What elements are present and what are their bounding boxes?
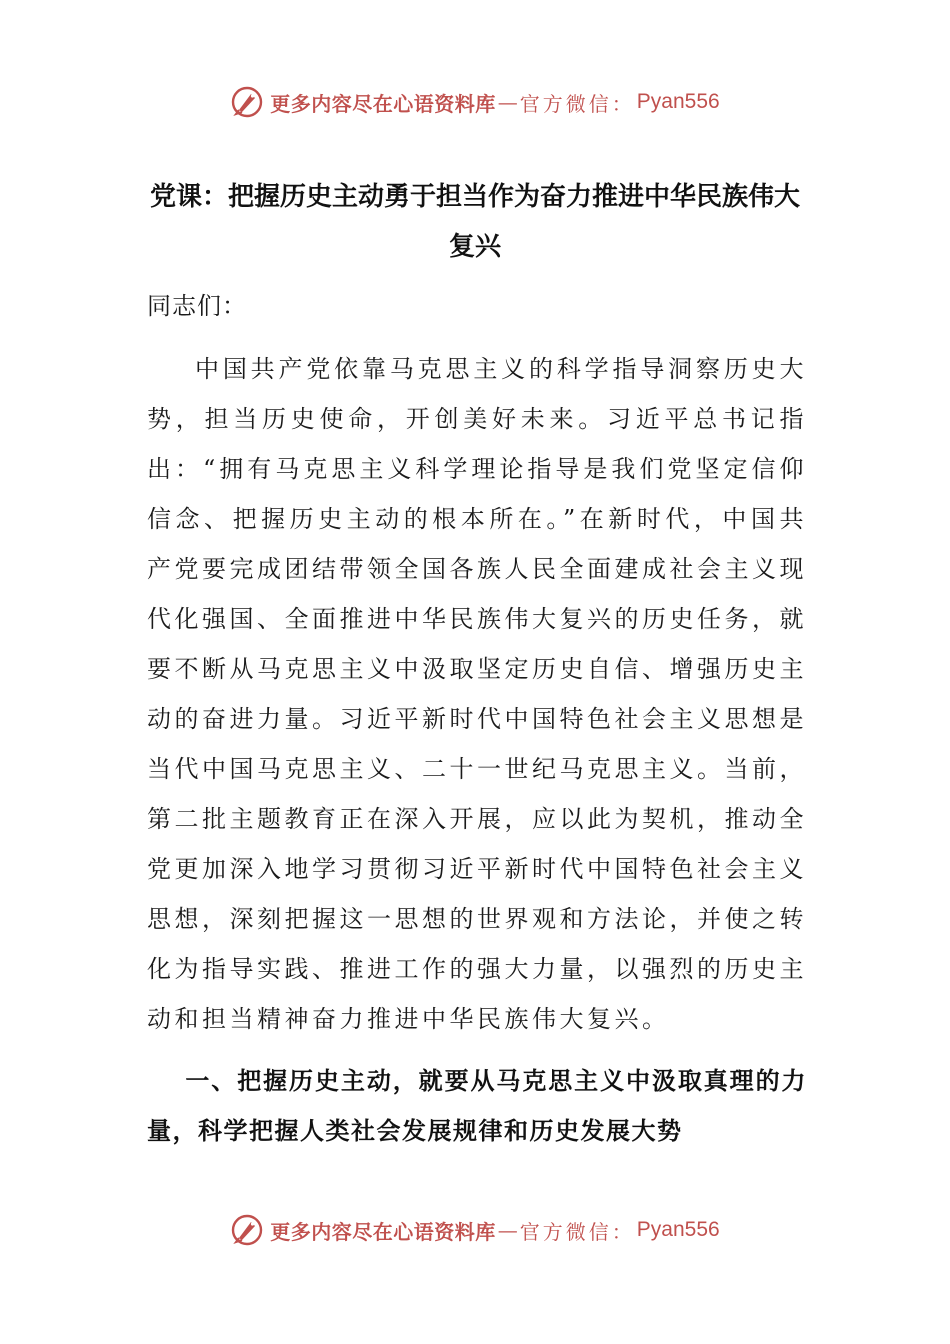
section-heading-1: 一、把握历史主动，就要从马克思主义中汲取真理的力量，科学把握人类社会发展规律和历史发展大势 xyxy=(147,1067,807,1145)
pen-nib-icon xyxy=(230,85,264,119)
body-paragraph: 中国共产党依靠马克思主义的科学指导洞察历史大势，担当历史使命，开创美好未来。习近平总书记指出：“拥有马克思主义科学理论指导是我们党坚定信仰信念、把握历史主动的根本所在。”在新时代，中国共产党要完成团结带领全国各族人民全面建成社会主义现代化强国、全面推进中华民族伟大复兴的历史任务，就要不断从马克思主义中汲取坚定历史自信、增强历史主动的奋进力量。习近平新时代中国特色社会主义思想是当代中国马克思主义、二十一世纪马克思主义。当前，第二批主题教育正在深入开展，应以此为契机，推动全党更加深入地学习贯彻习近平新时代中国特色社会主义思想，深刻把握这一思想的世界观和方法论，并使之转化为指导实践、推进工作的强大力量，以强烈的历史主动和担当精神奋力推进中华民族伟大复兴。 xyxy=(147,355,807,1033)
document-title: 党课：把握历史主动勇于担当作为奋力推进中华民族伟大复兴 xyxy=(149,182,800,262)
banner-wechat-label: 官方微信： xyxy=(519,1219,635,1244)
banner-dash: — xyxy=(497,90,518,114)
header-watermark-banner xyxy=(0,80,950,124)
pen-nib-icon xyxy=(230,1213,264,1247)
banner-site-name: 更多内容尽在心语资料库 xyxy=(270,91,496,116)
banner-wechat-id: Pyan556 xyxy=(636,90,720,113)
footer-watermark-banner xyxy=(0,1208,950,1252)
banner-site-name: 更多内容尽在心语资料库 xyxy=(270,1219,496,1244)
banner-wechat-label: 官方微信： xyxy=(519,91,635,116)
banner-wechat-id: Pyan556 xyxy=(636,1218,720,1241)
banner-dash: — xyxy=(497,1218,518,1242)
salutation: 同志们： xyxy=(147,292,247,320)
